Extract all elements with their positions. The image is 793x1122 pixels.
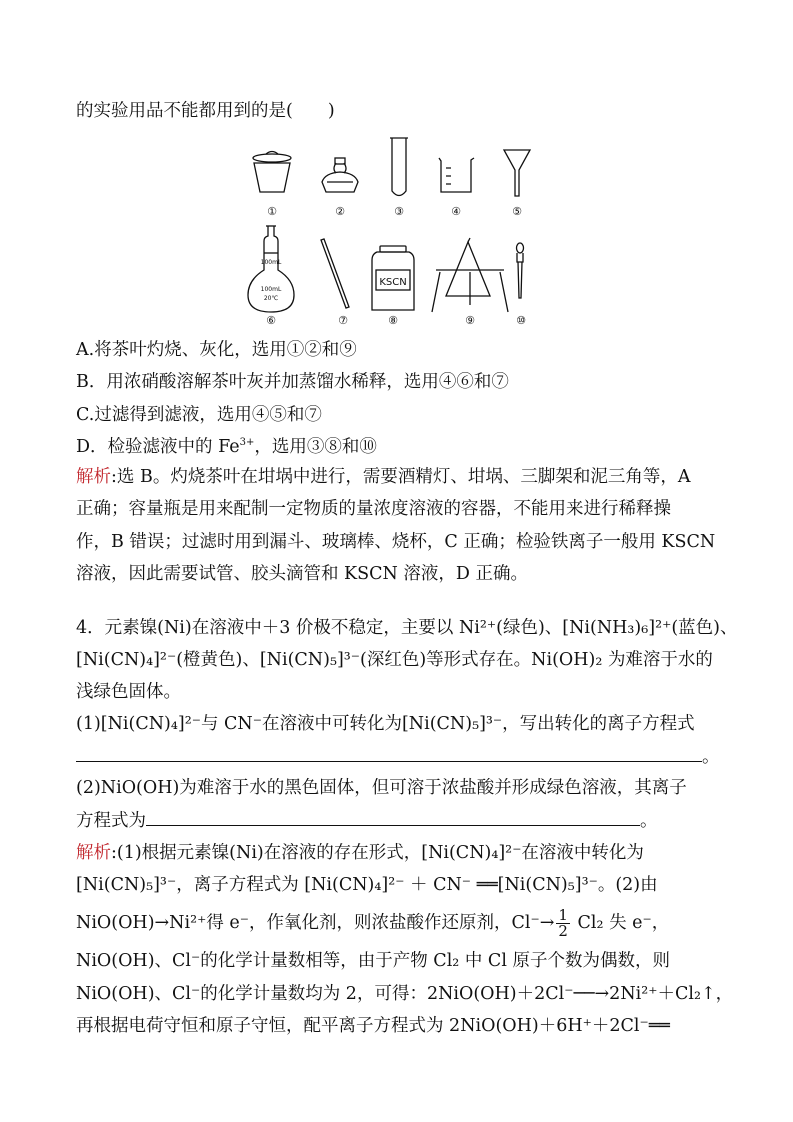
dropper-icon xyxy=(517,243,524,298)
apparatus-label: ⑨ xyxy=(465,314,475,327)
analysis-text: :选 B。灼烧茶叶在坩埚中进行，需要酒精灯、坩埚、三脚架和泥三角等，A xyxy=(111,467,691,487)
apparatus-label: ① xyxy=(267,205,277,218)
apparatus-label: ③ xyxy=(394,205,404,218)
analysis-text: :(1)根据元素镍(Ni)在溶液的存在形式，[Ni(CN)₄]²⁻在溶液中转化为 xyxy=(111,843,644,863)
analysis-1-line-3: 作，B 错误；过滤时用到漏斗、玻璃棒、烧杯，C 正确；检验铁离子一般用 KSCN xyxy=(76,532,716,552)
test-tube-icon xyxy=(390,138,408,196)
alcohol-lamp-icon xyxy=(322,158,358,192)
apparatus-label: ⑤ xyxy=(512,205,522,218)
option-d-charge: 3+ xyxy=(239,437,255,449)
option-b: B．用浓硝酸溶解茶叶灰并加蒸馏水稀释，选用④⑥和⑦ xyxy=(76,372,509,392)
analysis-text: NiO(OH)→Ni²⁺得 e⁻，作氧化剂，则浓盐酸作还原剂，Cl⁻→ xyxy=(76,913,555,933)
q4-part-2: (2)NiO(OH)为难溶于水的黑色固体，但可溶于浓盐酸并形成绿色溶液，其离子 xyxy=(76,778,687,798)
answer-blank[interactable] xyxy=(76,745,702,762)
q4-line-2: [Ni(CN)₄]²⁻(橙黄色)、[Ni(CN)₅]³⁻(深红色)等形式存在。Ni(OH)₂ 为难溶于水的 xyxy=(76,650,713,670)
analysis-2-line-5: NiO(OH)、Cl⁻的化学计量数均为 2，可得：2NiO(OH)＋2Cl⁻──→2Ni²⁺＋Cl₂↑， xyxy=(76,984,734,1004)
apparatus-label: ④ xyxy=(451,205,461,218)
apparatus-label: ⑧ xyxy=(388,314,398,327)
q4-part-1: (1)[Ni(CN)₄]²⁻与 CN⁻在溶液中可转化为[Ni(CN)₅]³⁻，写出转化的离子方程式 xyxy=(76,714,695,734)
jar-label: KSCN xyxy=(379,277,407,288)
flask-label-volume: 100mL xyxy=(260,259,282,266)
option-d xyxy=(76,436,377,458)
q4-line-1: 4．元素镍(Ni)在溶液中＋3 价极不稳定，主要以 Ni²⁺(绿色)、[Ni(NH₃)₆]²⁺(蓝色)、 xyxy=(76,618,738,638)
fraction xyxy=(556,908,570,939)
analysis-2-line-3 xyxy=(76,908,669,939)
apparatus-label: ② xyxy=(335,205,345,218)
apparatus-figure xyxy=(0,0,793,340)
fraction-numerator: 1 xyxy=(558,906,568,924)
option-d-choice: ，选用③⑧和⑩ xyxy=(254,437,377,457)
question-stem-tail: 的实验用品不能都用到的是( ) xyxy=(76,101,335,121)
period: 。 xyxy=(640,811,658,831)
apparatus-label: ⑥ xyxy=(266,314,276,327)
analysis-2-line-4: NiO(OH)、Cl⁻的化学计量数相等，由于产物 Cl₂ 中 Cl 原子个数为偶数，则 xyxy=(76,951,670,971)
beaker-icon xyxy=(439,158,474,192)
analysis-1-line-1 xyxy=(76,466,690,488)
analysis-label: 解析 xyxy=(76,467,111,487)
analysis-2-line-6: 再根据电荷守恒和原子守恒，配平离子方程式为 2NiO(OH)＋6H⁺＋2Cl⁻══ xyxy=(76,1016,670,1036)
apparatus-label: ⑦ xyxy=(338,314,348,327)
analysis-label: 解析 xyxy=(76,843,111,863)
tripod-clay-triangle-icon xyxy=(432,238,508,312)
option-d-text: D．检验滤液中的 Fe xyxy=(76,437,240,457)
funnel-icon xyxy=(504,150,530,196)
glass-rod-icon xyxy=(321,239,349,308)
apparatus-label: ⑩ xyxy=(516,314,526,327)
period: 。 xyxy=(702,747,720,767)
analysis-text: Cl₂ 失 e⁻， xyxy=(571,913,670,933)
answer-blank[interactable] xyxy=(146,809,640,826)
analysis-1-line-2: 正确；容量瓶是用来配制一定物质的量浓度溶液的容器，不能用来进行稀释操 xyxy=(76,499,671,519)
q4-part-2-answer xyxy=(76,809,658,832)
analysis-2-line-2: [Ni(CN)₅]³⁻，离子方程式为 [Ni(CN)₄]²⁻ ＋ CN⁻ ══[Ni(CN)₅]³⁻。(2)由 xyxy=(76,875,658,895)
option-c: C.过滤得到滤液，选用④⑤和⑦ xyxy=(76,405,322,425)
flask-label-volume: 100mL xyxy=(260,286,282,293)
q4-part-1-blank xyxy=(76,745,720,768)
analysis-2-line-1 xyxy=(76,842,644,864)
option-a: A.将茶叶灼烧、灰化，选用①②和⑨ xyxy=(76,340,357,360)
crucible-icon xyxy=(253,152,291,193)
q4-line-3: 浅绿色固体。 xyxy=(76,682,181,702)
q4-part-2-prefix: 方程式为 xyxy=(76,811,146,831)
fraction-denominator: 2 xyxy=(558,922,568,940)
analysis-1-line-4: 溶液，因此需要试管、胶头滴管和 KSCN 溶液，D 正确。 xyxy=(76,564,528,584)
flask-label-temp: 20℃ xyxy=(263,295,279,302)
